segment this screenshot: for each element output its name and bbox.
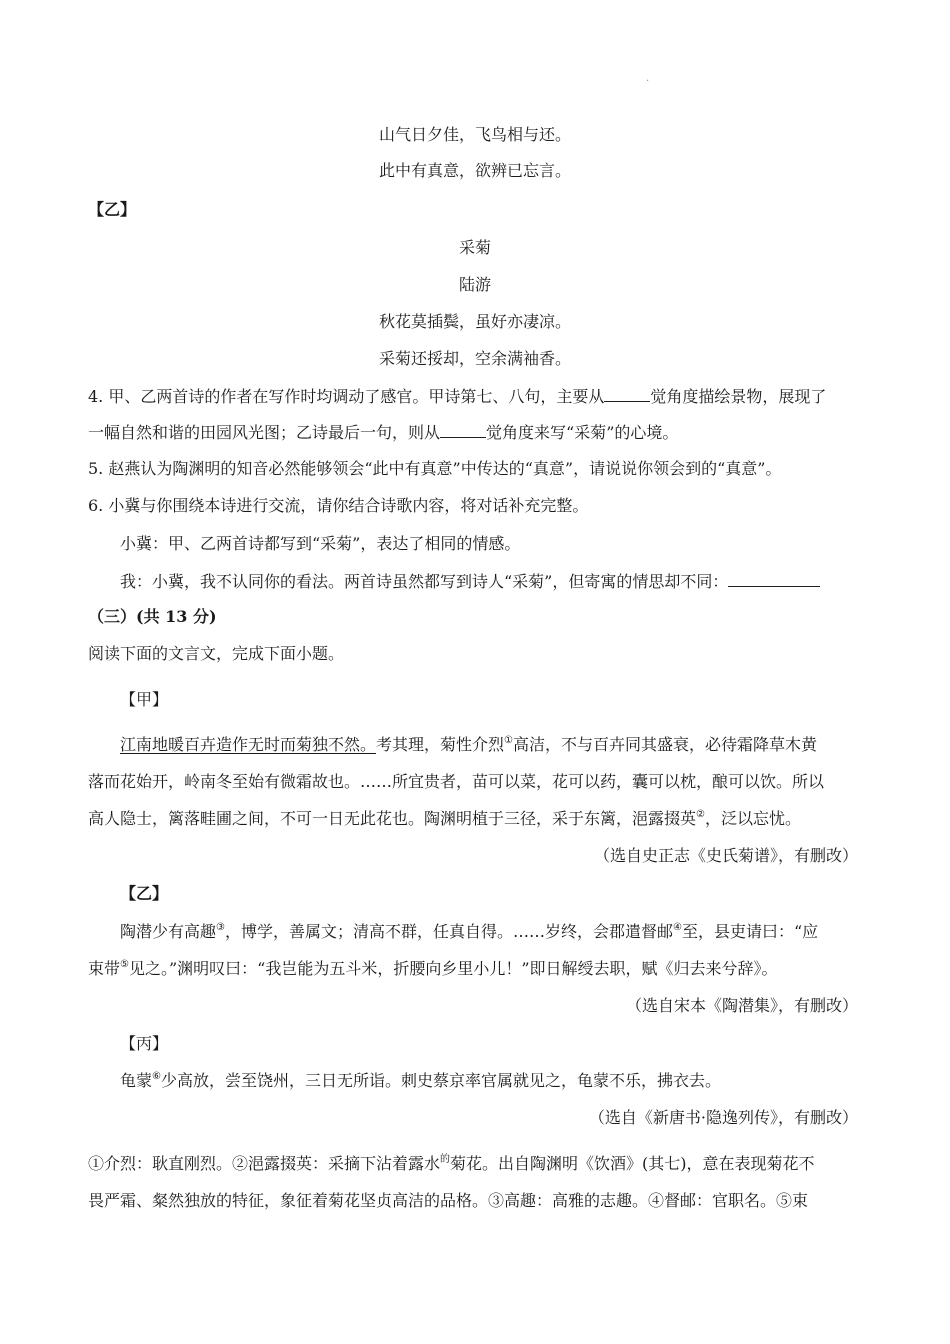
note-marker-2: ② — [696, 809, 705, 820]
poem-yi-title: 采菊 — [458, 238, 491, 257]
text-bing-source: （选自《新唐书·隐逸列传》，有删改） — [588, 1108, 858, 1127]
question-4-line1: 4. 甲、乙两首诗的作者在写作时均调动了感官。甲诗第七、八句，主要从 觉角度描绘景物，展现了 — [88, 387, 827, 406]
text-yi-tag: 【乙】 — [120, 884, 169, 903]
note-marker-5: ⑤ — [120, 959, 129, 970]
text-jia-tag: 【甲】 — [120, 690, 169, 709]
note-marker-3: ③ — [216, 922, 225, 933]
section-3-heading: （三）(共 13 分) — [88, 607, 217, 626]
question-4-line2: 一幅自然和谐的田园风光图；乙诗最后一句，则从 觉角度来写“采菊”的心境。 — [88, 423, 679, 442]
notes-line1: ①介烈：耿直刚烈。②浥露掇英：采摘下沾着露水$^的$菊花。出自陶渊明《饮酒》(其七)，意在表现菊花不 — [88, 1154, 815, 1173]
text-jia-line1: 江南地暖百卉造作无时而菊独不然。考其理，菊性介烈①高洁，不与百卉同其盛衰，必待霜降草木黄 — [120, 735, 818, 754]
text-bing-line1: 龟蒙⑥少高放，尝至饶州，三日无所诣。刺史蔡京率官属就见之，龟蒙不乐，拂衣去。 — [120, 1071, 721, 1090]
text-yi-line2: 束带⑤见之。”渊明叹曰：“我岂能为五斗米，折腰向乡里小儿！”即日解绶去职，赋《归去来兮辞》。 — [88, 959, 778, 978]
text-jia-line3: 高人隐士，篱落畦圃之间，不可一日无此花也。陶渊明植于三径，采于东篱，浥露掇英②，泛以忘忧。 — [88, 809, 801, 828]
poem-yi-line1: 秋花莫插鬓，虽好亦凄凉。 — [378, 312, 571, 331]
answer-blank-q6[interactable] — [728, 570, 820, 587]
text-bing-tag: 【丙】 — [120, 1034, 169, 1053]
note-marker-6: ⑥ — [152, 1071, 161, 1082]
note-marker-4: ④ — [673, 922, 682, 933]
poem-yi-tag: 【乙】 — [88, 200, 137, 219]
section-3-instruction: 阅读下面的文言文，完成下面小题。 — [88, 644, 345, 663]
text-jia-line2: 落而花始开，岭南冬至始有微霜故也。……所宜贵者，苗可以菜，花可以药，囊可以枕，酿可以饮。所以 — [88, 772, 825, 791]
text-yi-source: （选自宋本《陶潜集》，有删改） — [625, 996, 858, 1015]
poem-yi-line2: 采菊还挼却，空余满袖香。 — [378, 349, 571, 368]
question-6-me: 我：小冀，我不认同你的看法。两首诗虽然都写到诗人“采菊”，但寄寓的情思却不同： — [120, 570, 820, 593]
text-jia-source: （选自史正志《史氏菊谱》，有删改） — [593, 846, 858, 865]
poem-jia-line7: 山气日夕佳，飞鸟相与还。 — [378, 125, 571, 144]
underlined-sentence: 江南地暖百卉造作无时而菊独不然。 — [120, 735, 377, 754]
question-6: 6. 小冀与你围绕本诗进行交流，请你结合诗歌内容，将对话补充完整。 — [88, 496, 589, 515]
question-5: 5. 赵燕认为陶渊明的知音必然能够领会“此中有真意”中传达的“真意”，请说说你领会到的“真意”。 — [88, 459, 782, 478]
poem-jia-line8: 此中有真意，欲辨已忘言。 — [378, 161, 571, 180]
text-yi-line1: 陶潜少有高趣③，博学，善属文；清高不群，任真自得。……岁终，会郡遣督邮④至，县吏请曰：“应 — [120, 922, 819, 941]
answer-blank-q4-a[interactable] — [604, 385, 650, 402]
page-dot: . — [646, 73, 650, 84]
notes-line2: 畏严霜、粲然独放的特征，象征着菊花坚贞高洁的品格。③高趣：高雅的志趣。④督邮：官职名。⑤束 — [88, 1191, 809, 1210]
answer-blank-q4-b[interactable] — [440, 421, 486, 438]
question-6-xiaoji: 小冀：甲、乙两首诗都写到“采菊”，表达了相同的情感。 — [120, 534, 521, 553]
note-marker-1: ① — [504, 735, 513, 746]
poem-yi-author: 陆游 — [458, 275, 491, 294]
